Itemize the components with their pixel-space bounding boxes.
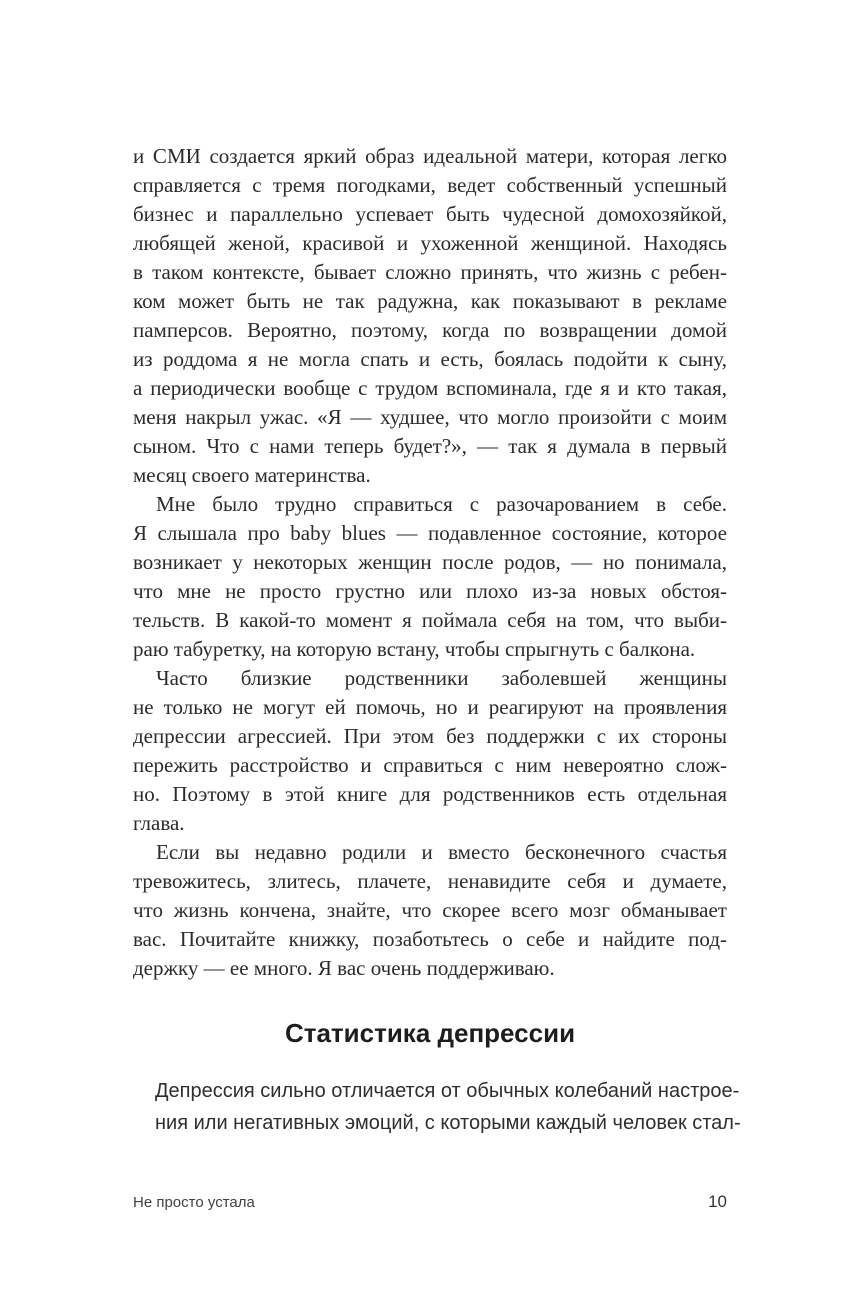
body-line: Если вы недавно родили и вместо бесконечного счастья — [156, 840, 727, 864]
body-line: пережить расстройство и справиться с ним невероятно слож- — [133, 753, 727, 777]
section-heading: Статистика депрессии — [284, 1018, 576, 1048]
body-line: вас. Почитайте книжку, позаботьтесь о себе и найдите под- — [133, 927, 727, 951]
body-line: сыном. Что с нами теперь будет?», — так я думала в первый — [133, 434, 727, 458]
intro-line: Депрессия сильно отличается от обычных колебаний настрое- — [155, 1080, 740, 1102]
page-number: 10 — [708, 1192, 727, 1211]
body-line: раю табуретку, на которую встану, чтобы спрыгнуть с балкона. — [133, 637, 696, 661]
body-line: депрессии агрессией. При этом без поддержки с их стороны — [133, 724, 727, 748]
body-line: меня накрыл ужас. «Я — худшее, что могло произойти с моим — [133, 405, 727, 429]
body-line: Часто близкие родственники заболевшей женщины — [156, 666, 727, 690]
paragraph — [133, 142, 727, 490]
body-line: а периодически вообще с трудом вспоминала, где я и кто такая, — [133, 376, 727, 400]
body-line: тревожитесь, злитесь, плачете, ненавидите себя и думаете, — [133, 869, 727, 893]
body-line: возникает у некоторых женщин после родов, — но понимала, — [133, 550, 727, 574]
body-line: что мне не просто грустно или плохо из-за новых обстоя- — [133, 579, 727, 603]
body-text — [133, 142, 727, 983]
paragraph — [133, 664, 727, 838]
body-line: любящей женой, красивой и ухоженной женщиной. Находясь — [133, 231, 727, 255]
body-line: ком может быть не так радужна, как показывают в рекламе — [133, 289, 727, 313]
paragraph — [133, 490, 727, 664]
body-line: что жизнь кончена, знайте, что скорее всего мозг обманывает — [133, 898, 727, 922]
footer — [133, 1192, 727, 1212]
body-line: глава. — [133, 811, 185, 835]
body-line: но. Поэтому в этой книге для родственников есть отдельная — [133, 782, 727, 806]
body-line: справляется с тремя погодками, ведет собственный успешный — [133, 173, 727, 197]
body-line: не только не могут ей помочь, но и реагируют на проявления — [133, 695, 727, 719]
body-line: месяц своего материнства. — [133, 463, 371, 487]
book-title-footer: Не просто устала — [133, 1194, 255, 1211]
body-line: тельств. В какой-то момент я поймала себя на том, что выби- — [133, 608, 727, 632]
section-intro — [155, 1075, 741, 1139]
body-line: из роддома я не могла спать и есть, боялась подойти к сыну, — [133, 347, 727, 371]
body-line: и СМИ создается яркий образ идеальной матери, которая легко — [133, 144, 727, 168]
paragraph — [133, 838, 727, 983]
body-line: в таком контексте, бывает сложно принять, что жизнь с ребен- — [133, 260, 727, 284]
body-line: держку — ее много. Я вас очень поддерживаю. — [133, 956, 555, 980]
body-line: Мне было трудно справиться с разочарованием в себе. — [156, 492, 727, 516]
body-line: памперсов. Вероятно, поэтому, когда по возвращении домой — [133, 318, 727, 342]
body-line: бизнес и параллельно успевает быть чудесной домохозяйкой, — [133, 202, 727, 226]
body-line: Я слышала про baby blues — подавленное состояние, которое — [133, 521, 727, 545]
intro-line: ния или негативных эмоций, с которыми каждый человек стал- — [155, 1112, 741, 1134]
